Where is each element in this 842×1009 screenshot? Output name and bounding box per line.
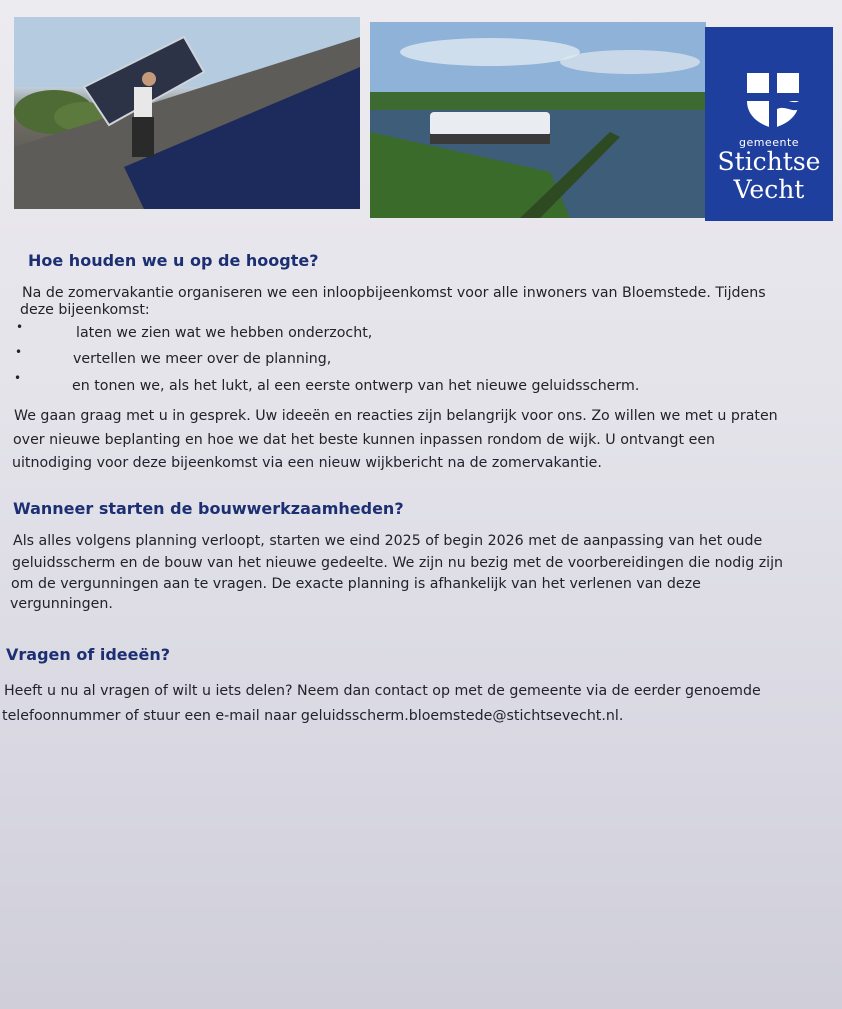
bullet-icon: •: [14, 371, 22, 385]
municipality-logo: [705, 27, 833, 221]
paragraph-line: uitnodiging voor deze bijeenkomst via een nieuw wijkbericht na de zomervakantie.: [12, 455, 602, 471]
paragraph-line: vergunningen.: [10, 596, 113, 612]
paragraph-line: Na de zomervakantie organiseren we een inloopbijeenkomst voor alle inwoners van Bloemstede. Tijdens: [22, 285, 766, 301]
list-item: en tonen we, als het lukt, al een eerste ontwerp van het nieuwe geluidsscherm.: [72, 378, 640, 394]
section-heading-construction: Wanneer starten de bouwwerkzaamheden?: [13, 499, 404, 518]
section-heading-updates: Hoe houden we u op de hoogte?: [28, 251, 319, 270]
river-photo: [370, 22, 706, 218]
list-item: vertellen we meer over de planning,: [73, 351, 332, 367]
coat-of-arms-icon: [745, 71, 801, 129]
paragraph-line: geluidsscherm en de bouw van het nieuwe gedeelte. We zijn nu bezig met de voorbereidingen die nodig zijn: [12, 555, 784, 571]
paragraph-line: deze bijeenkomst:: [20, 302, 150, 318]
paragraph-line: telefoonnummer of stuur een e-mail naar geluidsscherm.bloemstede@stichtsevecht.nl.: [2, 708, 624, 724]
paragraph-line: over nieuwe beplanting en hoe we dat het beste kunnen inpassen rondom de wijk. U ontvangt een: [13, 432, 716, 448]
bullet-icon: •: [15, 345, 23, 359]
paragraph-line: Als alles volgens planning verloopt, starten we eind 2025 of begin 2026 met de aanpassing van het oude: [13, 533, 763, 549]
logo-gemeente-text: gemeente: [738, 136, 800, 149]
list-item: laten we zien wat we hebben onderzocht,: [76, 325, 373, 341]
section-heading-questions: Vragen of ideeën?: [6, 645, 171, 664]
solar-panel-photo: [14, 17, 360, 209]
paragraph-line: om de vergunningen aan te vragen. De exacte planning is afhankelijk van het verlenen van deze: [11, 576, 701, 592]
paragraph-line: We gaan graag met u in gesprek. Uw ideeën en reacties zijn belangrijk voor ons. Zo willen we met u praten: [14, 408, 778, 424]
logo-name-line1: Stichtse: [717, 147, 821, 176]
paragraph-line: Heeft u nu al vragen of wilt u iets delen? Neem dan contact op met de gemeente via de eerder genoemde: [4, 683, 761, 699]
logo-name-line2: Vecht: [733, 175, 805, 204]
bullet-icon: •: [16, 320, 24, 334]
